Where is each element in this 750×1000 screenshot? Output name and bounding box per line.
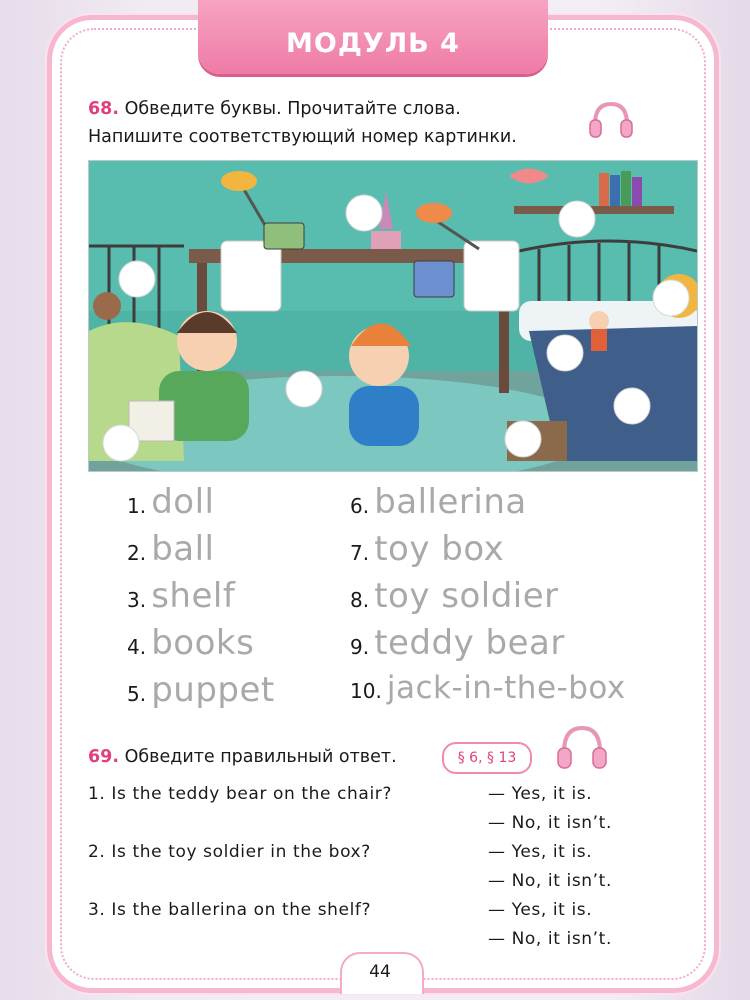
- word-number: 10.: [350, 679, 382, 703]
- word-number: 9.: [350, 635, 370, 659]
- word-item-6: [350, 482, 527, 522]
- answer-yes-2[interactable]: — Yes, it is.: [488, 842, 593, 862]
- module-title: МОДУЛЬ 4: [286, 28, 460, 59]
- grammar-reference-badge: § 6, § 13: [442, 742, 532, 774]
- page-number: 44: [369, 962, 391, 982]
- word-text[interactable]: doll: [151, 482, 215, 522]
- exercise-68-instruction-line1: [88, 96, 461, 122]
- word-number: 1.: [127, 494, 147, 518]
- word-number: 6.: [350, 494, 370, 518]
- answer-yes-3[interactable]: — Yes, it is.: [488, 900, 593, 920]
- question-2: 2. Is the toy soldier in the box?: [88, 842, 371, 862]
- word-number: 3.: [127, 588, 147, 612]
- word-item-5: [127, 670, 275, 710]
- word-text[interactable]: shelf: [151, 576, 236, 616]
- word-text[interactable]: teddy bear: [374, 623, 565, 663]
- question-3: 3. Is the ballerina on the shelf?: [88, 900, 372, 920]
- word-item-10: [350, 670, 626, 706]
- question-1: 1. Is the teddy bear on the chair?: [88, 784, 392, 804]
- exercise-68-number: 68.: [88, 99, 120, 119]
- word-text[interactable]: books: [151, 623, 255, 663]
- word-item-2: [127, 529, 215, 569]
- word-number: 5.: [127, 682, 147, 706]
- answer-no-1[interactable]: — No, it isn’t.: [488, 813, 612, 833]
- word-number: 2.: [127, 541, 147, 565]
- headphones-icon[interactable]: [556, 722, 608, 772]
- playroom-scene: [89, 161, 697, 471]
- word-item-4: [127, 623, 254, 663]
- word-text[interactable]: toy box: [374, 529, 505, 569]
- word-number: 7.: [350, 541, 370, 565]
- word-number: 4.: [127, 635, 147, 659]
- answer-yes-1[interactable]: — Yes, it is.: [488, 784, 593, 804]
- word-text[interactable]: toy soldier: [374, 576, 559, 616]
- word-text[interactable]: jack-in-the-box: [386, 670, 626, 706]
- exercise-68-text-1: Обведите буквы. Прочитайте слова.: [124, 99, 461, 119]
- word-item-1: [127, 482, 214, 522]
- exercise-68-text-2: Напишите соответствующий номер картинки.: [88, 127, 517, 147]
- exercise-69-instruction: [88, 744, 397, 770]
- word-item-9: [350, 623, 565, 663]
- exercise-69-number: 69.: [88, 747, 120, 767]
- word-item-3: [127, 576, 235, 616]
- answer-no-2[interactable]: — No, it isn’t.: [488, 871, 612, 891]
- word-text[interactable]: ballerina: [374, 482, 527, 522]
- word-item-8: [350, 576, 559, 616]
- word-text[interactable]: ball: [151, 529, 215, 569]
- word-number: 8.: [350, 588, 370, 612]
- answer-no-3[interactable]: — No, it isn’t.: [488, 929, 612, 949]
- playroom-illustration: [88, 160, 698, 472]
- headphones-icon[interactable]: [588, 98, 634, 140]
- exercise-69-text: Обведите правильный ответ.: [124, 747, 397, 767]
- word-text[interactable]: puppet: [151, 670, 275, 710]
- word-item-7: [350, 529, 504, 569]
